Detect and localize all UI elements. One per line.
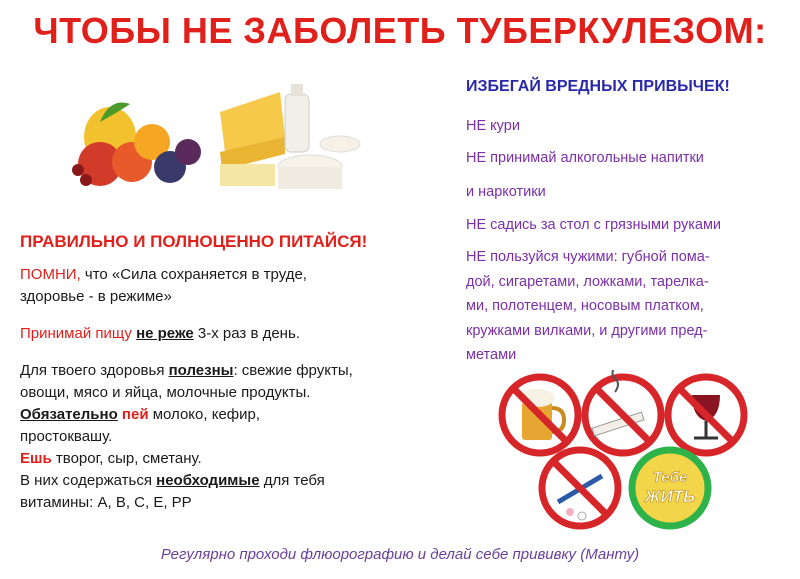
p7: витамины: А, В, С, Е, РР <box>20 494 192 511</box>
habit-wrap-line: метами <box>466 347 517 363</box>
habit-line: НЕ садись за стол с грязными руками <box>466 217 722 233</box>
live-badge <box>632 450 708 526</box>
eat-lead: Принимай пищу <box>20 325 132 342</box>
page-title: ЧТОБЫ НЕ ЗАБОЛЕТЬ ТУБЕРКУЛЕЗОМ: <box>33 10 767 51</box>
food-illustration <box>70 82 375 197</box>
p6-a: В них содержаться <box>20 472 157 489</box>
nutrition-heading: ПРАВИЛЬНО И ПОЛНОЦЕННО ПИТАЙСЯ! <box>20 232 368 251</box>
habit-line: НЕ кури <box>466 118 520 134</box>
habit-wrap-line: кружками вилками, и другими пред- <box>466 322 708 339</box>
habits-heading: ИЗБЕГАЙ ВРЕДНЫХ ПРИВЫЧЕК! <box>466 78 730 95</box>
p5-b: творог, сыр, сметану. <box>51 450 202 467</box>
p1-b: полезны <box>168 362 234 379</box>
badge-line1: Тебе <box>652 469 688 486</box>
butter-shape <box>220 164 275 186</box>
habit-wrap-line: ми, полотенцем, носовым платком, <box>466 298 704 314</box>
habit-paragraph <box>466 245 786 368</box>
p2: овощи, мясо и яйца, молочные продукты. <box>20 384 311 401</box>
remember-line2: здоровье - в режиме» <box>20 288 172 305</box>
no-drugs-sign <box>542 450 618 526</box>
milk-bottle-neck <box>291 84 303 96</box>
p3-a: Обязательно <box>20 406 118 423</box>
p6-b: необходимые <box>156 472 260 489</box>
cup-shape <box>320 136 360 152</box>
prohibition-signs <box>480 370 780 535</box>
habit-wrap-line: дой, сигаретами, ложками, тарелка- <box>466 273 709 290</box>
habit-wrap-line: НЕ пользуйся чужими: губной пома- <box>466 249 710 265</box>
no-smoking-sign <box>585 370 661 453</box>
cherry-shape-2 <box>80 174 92 186</box>
cherry-shape <box>72 164 84 176</box>
remember-word: ПОМНИ, <box>20 266 81 283</box>
p5-a: Ешь <box>20 450 52 467</box>
meals-text <box>20 323 425 345</box>
eat-rest: 3-х раз в день. <box>193 325 300 342</box>
habit-line: НЕ принимай алкогольные напитки <box>466 150 704 166</box>
p4: простоквашу. <box>20 428 113 445</box>
p6-c: для тебя <box>259 472 325 489</box>
milk-bottle-shape <box>285 94 309 152</box>
p1-c: : свежие фрукты, <box>233 362 353 379</box>
p3-b: пей <box>121 406 149 423</box>
no-beer-sign <box>502 377 578 453</box>
footer-note: Регулярно проходи флюорографию и делай себе прививку (Манту) <box>160 546 640 563</box>
badge-line2: ЖИТЬ <box>644 487 696 506</box>
p3-c: молоко, кефир, <box>148 406 261 423</box>
p1-a: Для твоего здоровья <box>20 362 169 379</box>
plum-shape-2 <box>175 139 201 165</box>
bowl-body-shape <box>278 167 342 189</box>
no-alcohol-sign <box>668 377 744 453</box>
remember-rest: что «Сила сохраняется в труде, <box>80 266 307 283</box>
remember-text <box>20 264 425 308</box>
healthy-food-text <box>20 360 425 514</box>
eat-bold: не реже <box>136 325 194 342</box>
habit-line: и наркотики <box>466 184 546 200</box>
